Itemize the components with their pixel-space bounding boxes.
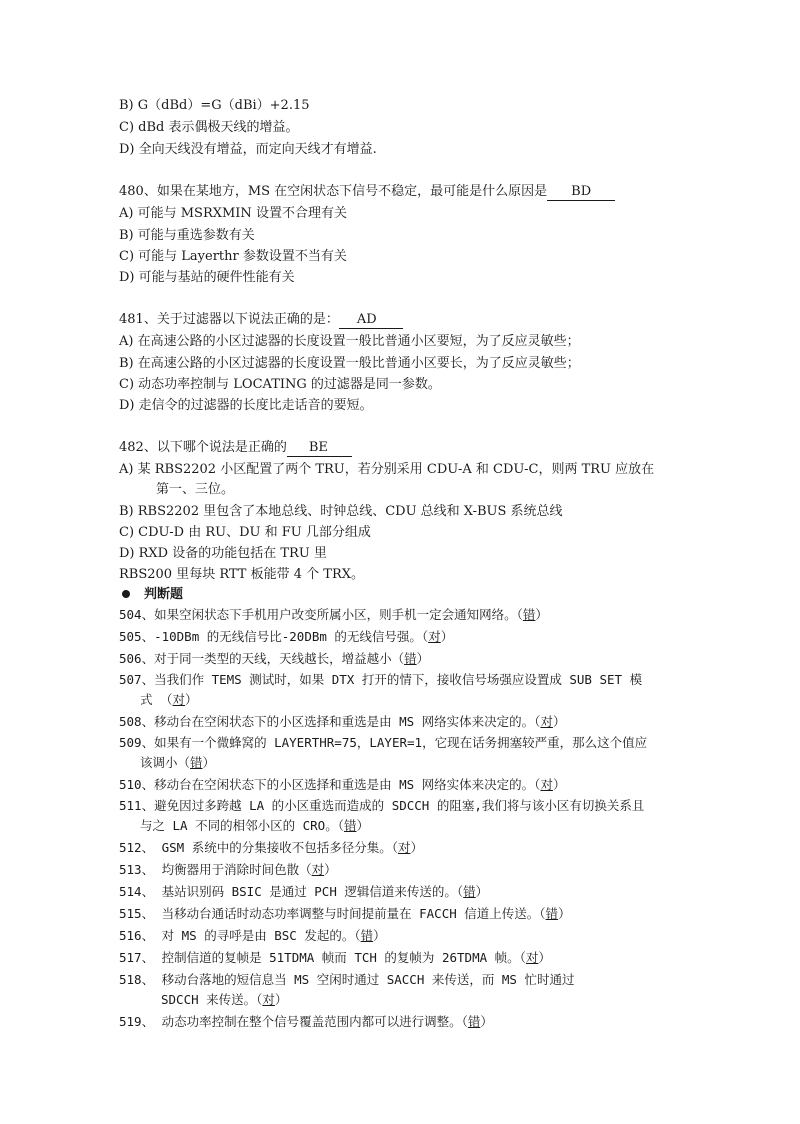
option-c: C) 动态功率控制与 LOCATING 的过滤器是同一参数。 <box>119 377 441 392</box>
true-false-item <box>119 882 488 902</box>
answer-mark: 错 <box>522 607 536 622</box>
closing-paren: ） <box>373 928 386 943</box>
statement-text: 505、-10DBm 的无线信号比-20DBm 的无线信号强。（ <box>119 629 429 644</box>
true-false-item <box>119 605 548 625</box>
true-false-item <box>119 670 642 690</box>
answer-blank: BD <box>547 183 615 201</box>
true-false-item <box>119 904 571 924</box>
closing-paren: ） <box>356 818 369 833</box>
option-b: B) RBS2202 里包含了本地总线、时钟总线、CDU 总线和 X-BUS 系统总线 <box>119 504 563 519</box>
statement-text: 与之 LA 不同的相邻小区的 CRO。（ <box>140 818 344 833</box>
bullet-icon <box>122 590 130 598</box>
true-false-item <box>119 775 565 795</box>
answer-mark: 对 <box>262 992 275 1007</box>
true-false-item <box>140 753 215 773</box>
question-stem: 481、关于过滤器以下说法正确的是： <box>119 312 339 327</box>
answer-mark: 错 <box>404 651 417 666</box>
section-title: 判断题 <box>144 587 184 602</box>
option-b: B) 可能与重选参数有关 <box>119 228 255 243</box>
true-false-item <box>119 649 429 669</box>
true-false-item <box>119 926 386 946</box>
option-a-continued: 第一、三位。 <box>156 482 235 497</box>
closing-paren: ） <box>552 714 566 729</box>
true-false-item <box>119 970 575 990</box>
answer-mark: 错 <box>343 818 357 833</box>
answer-mark: 对 <box>311 862 325 877</box>
answer-mark: 错 <box>190 755 203 770</box>
question-481 <box>119 310 403 330</box>
statement-text: 511、避免因过多跨越 LA 的小区重选而造成的 SDCCH 的阻塞,我们将与该小区有切换关系且 <box>119 798 645 813</box>
answer-mark: 错 <box>467 1014 481 1029</box>
option-d: D) RXD 设备的功能包括在 TRU 里 <box>119 546 327 561</box>
statement-text: 509、如果有一个微蜂窝的 LAYERTHR=75，LAYER=1，它现在话务拥塞较严重，那么这个值应 <box>119 735 648 750</box>
option-b: B) G（dBd）=G（dBi）+2.15 <box>119 98 310 113</box>
true-false-item <box>140 690 198 710</box>
true-false-item <box>119 627 453 647</box>
true-false-item <box>161 990 287 1010</box>
option-d: D) 全向天线没有增益，而定向天线才有增益. <box>119 142 377 157</box>
closing-paren: ） <box>535 607 548 622</box>
closing-paren: ） <box>274 992 288 1007</box>
closing-paren: ） <box>416 651 430 666</box>
closing-paren: ） <box>558 906 571 921</box>
statement-text: 519、 动态功率控制在整个信号覆盖范围内都可以进行调整。（ <box>119 1014 468 1029</box>
option-c: C) CDU-D 由 RU、DU 和 FU 几部分组成 <box>119 525 371 540</box>
answer-mark: 对 <box>428 629 441 644</box>
statement-text: 510、移动台在空闲状态下的小区选择和重选是由 MS 网络实体来决定的。（ <box>119 777 541 792</box>
closing-paren: ） <box>538 950 551 965</box>
true-false-item <box>119 948 551 968</box>
answer-mark: 对 <box>172 692 186 707</box>
answer-mark: 错 <box>463 884 476 899</box>
option-a: A) 在高速公路的小区过滤器的长度设置一般比普通小区要短，为了反应灵敏些； <box>119 334 580 349</box>
true-false-item <box>119 860 337 880</box>
true-false-item <box>119 712 565 732</box>
statement-text: 507、当我们作 TEMS 测试时，如果 DTX 打开的情下，接收信号场强应设置成 SUB SET 模 <box>119 672 643 687</box>
true-false-item <box>119 733 647 753</box>
statement-text: 506、对于同一类型的天线，天线越长，增益越小（ <box>119 651 405 666</box>
statement-text: 式 （ <box>140 692 173 707</box>
statement-text: 504、如果空闲状态下手机用户改变所属小区，则手机一定会通知网络。（ <box>119 607 523 622</box>
option-c: C) 可能与 Layerthr 参数设置不当有关 <box>119 249 347 264</box>
closing-paren: ） <box>552 777 566 792</box>
answer-mark: 对 <box>540 777 553 792</box>
question-480 <box>119 182 615 202</box>
statement-text: 该调小（ <box>140 755 191 770</box>
statement-text: 516、 对 MS 的寻呼是由 BSC 发起的。（ <box>119 928 361 943</box>
closing-paren: ） <box>440 629 454 644</box>
answer-mark: 对 <box>397 840 411 855</box>
option-d: D) 可能与基站的硬件性能有关 <box>119 270 295 285</box>
statement-text: 518、 移动台落地的短信息当 MS 空闲时通过 SACCH 来传送，而 MS 忙时通过 <box>119 972 575 987</box>
question-482 <box>119 438 352 458</box>
statement-text: 508、移动台在空闲状态下的小区选择和重选是由 MS 网络实体来决定的。（ <box>119 714 541 729</box>
option-e: RBS200 里每块 RTT 板能带 4 个 TRX。 <box>119 567 364 582</box>
statement-text: 515、 当移动台通话时动态功率调整与时间提前量在 FACCH 信道上传送。（ <box>119 906 546 921</box>
closing-paren: ） <box>480 1014 493 1029</box>
statement-text: 512、 GSM 系统中的分集接收不包括多径分集。（ <box>119 840 398 855</box>
answer-blank: BE <box>287 439 352 457</box>
statement-text: SDCCH 来传送。（ <box>161 992 263 1007</box>
option-a: A) 某 RBS2202 小区配置了两个 TRU，若分别采用 CDU-A 和 CDU-C，则两 TRU 应放在 <box>119 462 655 477</box>
closing-paren: ） <box>475 884 489 899</box>
section-heading <box>122 585 183 605</box>
question-stem: 482、以下哪个说法是正确的 <box>119 440 287 455</box>
statement-text: 513、 均衡器用于消除时间色散（ <box>119 862 312 877</box>
option-b: B) 在高速公路的小区过滤器的长度设置一般比普通小区要长，为了反应灵敏些； <box>119 356 580 371</box>
question-stem: 480、如果在某地方，MS 在空闲状态下信号不稳定，最可能是什么原因是 <box>119 184 548 199</box>
true-false-item <box>119 838 423 858</box>
answer-mark: 错 <box>545 906 559 921</box>
statement-text: 517、 控制信道的复帧是 51TDMA 帧而 TCH 的复帧为 26TDMA 帧。（ <box>119 950 526 965</box>
true-false-item <box>119 1012 493 1032</box>
answer-mark: 对 <box>525 950 539 965</box>
option-c: C) dBd 表示偶极天线的增益。 <box>119 120 299 135</box>
closing-paren: ） <box>202 755 216 770</box>
answer-blank: AD <box>339 311 403 329</box>
closing-paren: ） <box>185 692 198 707</box>
statement-text: 514、 基站识别码 BSIC 是通过 PCH 逻辑信道来传送的。（ <box>119 884 464 899</box>
true-false-item <box>140 816 369 836</box>
closing-paren: ） <box>324 862 337 877</box>
closing-paren: ） <box>410 840 423 855</box>
option-d: D) 走信令的过滤器的长度比走话音的要短。 <box>119 398 373 413</box>
answer-mark: 对 <box>540 714 553 729</box>
true-false-item <box>119 796 644 816</box>
option-a: A) 可能与 MSRXMIN 设置不合理有关 <box>119 206 347 221</box>
answer-mark: 错 <box>360 928 374 943</box>
